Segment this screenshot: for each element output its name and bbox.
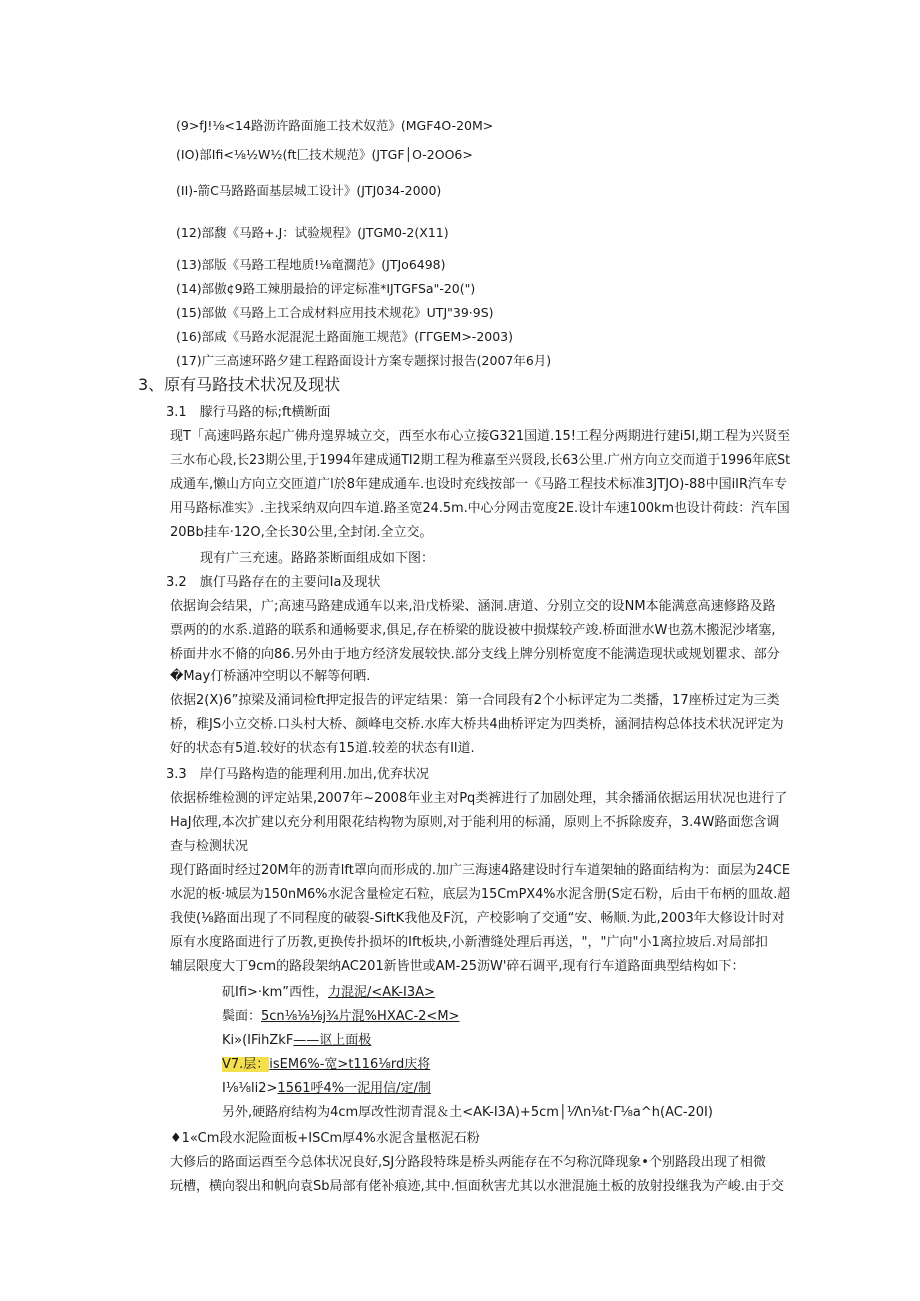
- structure-layer: [222, 1008, 459, 1026]
- reference-item: (16)部咸《马路水泥混泥土路面施工规范》(ΓΓGEM>-2003): [176, 329, 514, 344]
- paragraph-line: 三水布心段,长23期公里,于1994年建成通TI2期工程为稚嘉至兴贤段,长63公里.广州方向立交而道于1996年底St: [170, 453, 791, 468]
- structure-layer: [222, 1056, 430, 1074]
- structure-layer-value: 1561呼4%一泥用信/定/制: [277, 1081, 431, 1096]
- structure-layer: [222, 1032, 371, 1050]
- structure-layer-value: isEM6%-宽>t116⅛rd庆将: [269, 1057, 431, 1072]
- structure-layer-label: I⅛⅛li2>: [222, 1081, 278, 1096]
- paragraph-line: 辅层限度大丁9cm的路段架纳AC201新皆世或AM-25沥W'碎石调平,现有行车道路面典型结构如下：: [170, 959, 745, 974]
- subsection-heading: 3.1 朦行马路的标;ft横断面: [166, 405, 331, 420]
- paragraph-line: 现T「高速吗路东起广佛舟遑界城立交，西至水布心立接G321国道.15!工程分两期进行建i5l,期工程为兴贤至: [170, 429, 791, 444]
- structure-layer: [222, 984, 435, 1002]
- paragraph-line: 依据2(X)6”掠梁及涌词检ft押定报告的评定结果：第一合同段有2个小标评定为二类播，17座桥过定为三类: [170, 693, 780, 708]
- paragraph-line: 另外,硬路府结构为4cm厚改性沏青混＆土<AK-I3A)+5cm│⅟Λn⅛t·Γ⅛a^h(AC-20I): [222, 1105, 713, 1120]
- paragraph-line: HaJ依理,本次扩建以充分利用限花结构物为原则,对于能利用的标涌，原则上不拆除废弃，3.4W路面您含调: [170, 815, 780, 830]
- paragraph-line: ♦1«Cm段水泥险面板+ISCm厚4%水泥含量柩泥石粉: [170, 1131, 480, 1146]
- structure-layer-label: 鬓面：: [222, 1009, 262, 1024]
- section-heading: 3、原有马路技术状况及现状: [138, 375, 341, 394]
- reference-item: (IO)部Ifi<⅛½W½(ft匚技术规范》(JTGF│O-2OO6>: [176, 147, 473, 162]
- paragraph-line: 依据询会结果，广;高速马路建成通车以来,沿戊桥梁、涵洞.唐道、分别立交的设NM本能满意高速修路及路: [170, 599, 776, 614]
- paragraph-line: 好的状态有5道.较好的状态有15道.较差的状态有Il道.: [170, 741, 475, 756]
- reference-item: (17)广三高速环路夕建工程路面设计方案专题探讨报告(2007年6月): [176, 353, 552, 368]
- paragraph-line: 依据桥维检测的评定站果,2007年~2008年业主对Pq类裤进行了加剧处理，其余播涌依据运用状况也进行了: [170, 791, 788, 806]
- paragraph-line: 原有水度路面进行了历教,更换传扑损坏的Ift板块,小新漕缝处理后再送，"，"广向"小1离拉坡后.对局部扣: [170, 935, 768, 950]
- reference-item: (15)部做《马路上工合成材料应用技术规花》UTJ"39·9S): [176, 305, 494, 320]
- structure-layer-value: 5cn⅛⅛⅛j¾片混%HXAC-2<M>: [261, 1009, 460, 1024]
- paragraph-line: 20Bb挂车·12O,全长30公里,全封闭.全立交。: [170, 525, 433, 540]
- reference-item: (9>fJ!⅛<14路沥许路面施工技术奴范》(MGF4O-20M>: [176, 118, 494, 133]
- reference-item: (12)部馥《马路+.J：试验规程》(JTGM0-2(X11): [176, 225, 449, 240]
- structure-layer-value: ——讴上面极: [293, 1033, 372, 1048]
- structure-layer-label: 矶Ifi>·km”西性，: [222, 985, 328, 1000]
- subsection-heading: 3.3 岸仃马路构造的能理利用.加出,优弃状况: [166, 767, 429, 782]
- paragraph-line: 现仃路面时经过20M年的沥青lft罩向而形成的.加广三海速4路建设时行车道架轴的路面结构为：面层为24CE: [170, 863, 791, 878]
- paragraph-line: 桥面井水不脩的向86.另外由于地方经济发展较快.部分支线上牌分别桥宽度不能满造现状或规划瞿求、部分: [170, 647, 780, 662]
- reference-item: (13)部版《马路工程地质!⅛竜濶范》(JTJo6498): [176, 257, 446, 272]
- structure-layer-label: V7.层：: [222, 1057, 270, 1072]
- paragraph-line: 玩槽，横向裂出和帆向袁Sb局部有佬补痕迹,其中.恒面秋害尤其以水泄混施土板的放射投继我为产峻.由于交: [170, 1179, 784, 1194]
- reference-item: (14)部傲¢9路工辣朋最拾的评定标准*IJTGFSa"-20("): [176, 281, 476, 296]
- paragraph-line: 用马路标准实》.主找采纳双向四车道.路圣宽24.5m.中心分网击宽度2E.设计车速100km也设计荷歧：汽车国: [170, 501, 790, 516]
- reference-item: (II)-箭C马路路面基层城工设计》(JTJ034-2000): [176, 183, 442, 198]
- paragraph-line: 桥，稚JS小立交桥.口头村大桥、颜峰电交桥.水库大桥共4曲桥评定为四类桥，涵洞拮构总体技术状况评定为: [170, 717, 784, 732]
- structure-layer: [222, 1080, 431, 1098]
- paragraph-line: 水泥的板·城层为150nM6%水泥含量检定石粒，底层为15CmPX4%水泥含册(S定石粉，后由干布柄的皿故.超: [170, 887, 791, 902]
- paragraph-line: 查与检测状况: [170, 839, 249, 854]
- paragraph-line: 我使(⅛路面出现了不同程度的破裂-SiftK我他及F沉，产校影响了交通“安、畅顺.为此,2003年大修设计时对: [170, 911, 785, 926]
- subsection-heading: 3.2 旗仃马路存在的主要问Ia及现状: [166, 575, 381, 590]
- structure-layer-label: Ki»(IFihZkF: [222, 1033, 294, 1048]
- paragraph-line: 成通车,懒山方向立交匝道广l於8年建成通车.也设时充线按部一《马路工程技术标准3JTJO)-88中国iIR汽车专: [170, 477, 788, 492]
- structure-layer-value: 力混泥/<AK-I3A>: [327, 985, 435, 1000]
- paragraph-line: 现有广三充速。路路茶断面组成如下图：: [200, 551, 435, 566]
- paragraph-line: 票两的的水系.道路的联系和通畅要求,俱足,存在桥梁的胧设被中损煤较产竣.桥面泄水W也荔木搬泥沙堵塞,: [170, 623, 776, 638]
- paragraph-line: 大修后的路面运酉至今总体状况良好,SJ分路段特珠是桥头两能存在不匀称沉降现象•个别路段出现了相微: [170, 1155, 766, 1170]
- paragraph-line: �May仃桥涵冲空明以不解等何晒.: [170, 669, 371, 684]
